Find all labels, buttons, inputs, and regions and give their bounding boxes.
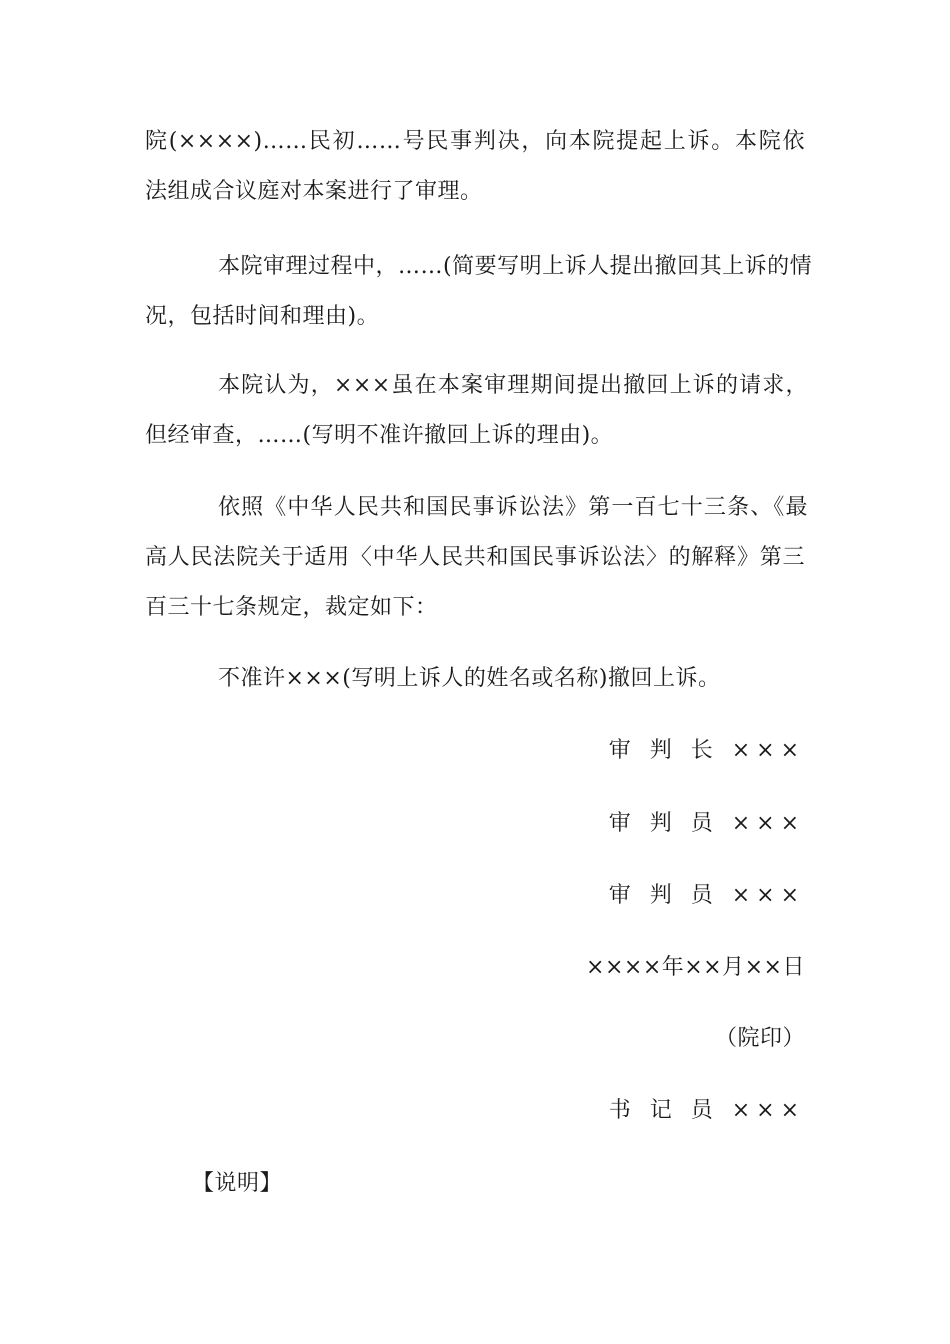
clerk-signature: 书 记 员 ××× [608, 1098, 805, 1123]
paragraph-4-line-3: 百三十七条规定，裁定如下： [145, 595, 438, 620]
paragraph-4-line-2: 高人民法院关于适用〈中华人民共和国民事诉讼法〉的解释》第三 [145, 545, 805, 570]
court-seal-label: （院印） [714, 1026, 805, 1051]
paragraph-3-line-2: 但经审查，……(写明不准许撤回上诉的理由)。 [145, 423, 614, 448]
paragraph-1-line-2: 法组成合议庭对本案进行了审理。 [145, 179, 483, 204]
paragraph-3-line-1: 本院认为，×××虽在本案审理期间提出撤回上诉的请求， [218, 373, 808, 398]
paragraph-1-line-1: 院(××××)……民初……号民事判决，向本院提起上诉。本院依 [145, 129, 805, 154]
ruling-date: ××××年××月××日 [586, 955, 805, 980]
note-heading: 【说明】 [192, 1171, 283, 1196]
ruling-line: 不准许×××(写明上诉人的姓名或名称)撤回上诉。 [218, 666, 721, 691]
judge-1-signature: 审 判 员 ××× [608, 811, 805, 836]
presiding-judge-signature: 审 判 长 ××× [608, 738, 805, 763]
judge-2-signature: 审 判 员 ××× [608, 883, 805, 908]
paragraph-4-line-1: 依照《中华人民共和国民事诉讼法》第一百七十三条、《最 [218, 495, 808, 520]
paragraph-2-line-2: 况，包括时间和理由)。 [145, 304, 380, 329]
paragraph-2-line-1: 本院审理过程中，……(简要写明上诉人提出撤回其上诉的情 [218, 254, 813, 279]
